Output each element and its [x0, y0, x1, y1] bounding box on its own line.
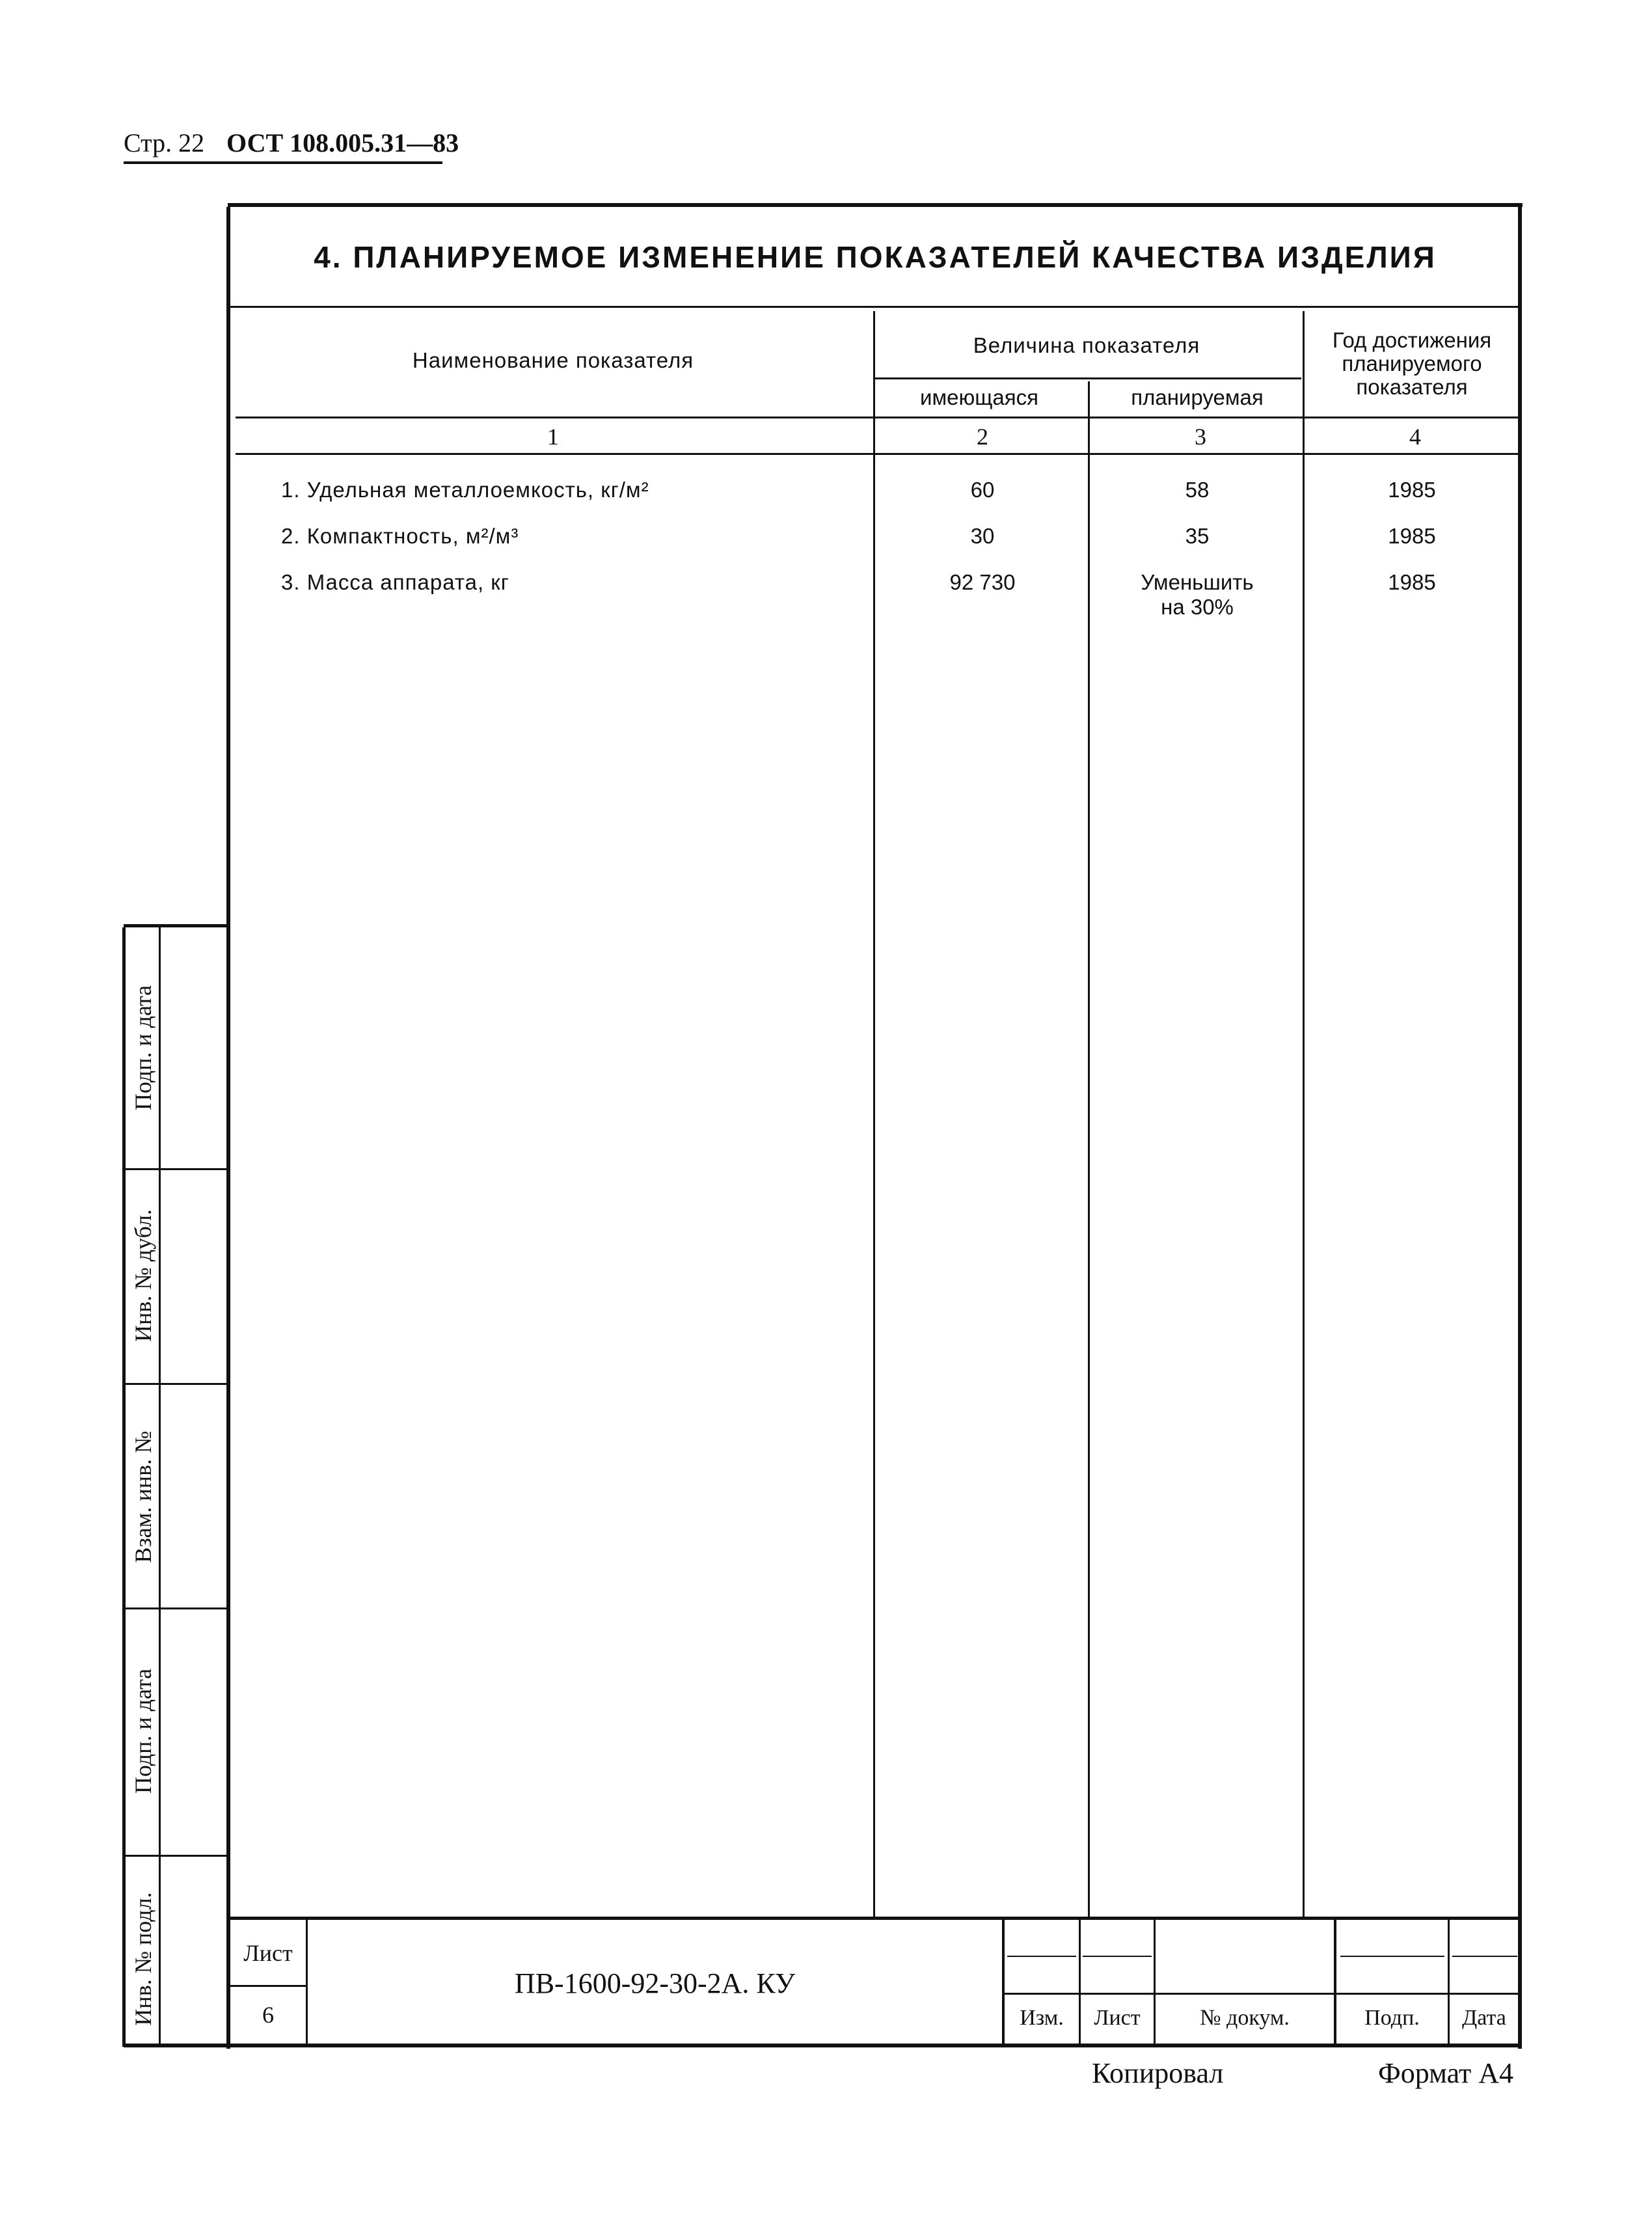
row-year: 1985 — [1388, 524, 1436, 548]
side-stamp-outer-left — [122, 927, 126, 2047]
sheet-label: Лист — [243, 1940, 293, 1966]
row-planned-line2: на 30% — [1161, 595, 1234, 619]
row-year: 1985 — [1388, 570, 1436, 594]
column-label-date: Дата — [1462, 2006, 1506, 2030]
row-name: 3. Масса аппарата, кг — [281, 570, 509, 594]
column-number-3: 3 — [1195, 424, 1206, 450]
title-block-top — [230, 1917, 1520, 1920]
header-year-line1: Год достижения — [1332, 328, 1492, 352]
revision-row-line — [1083, 1956, 1152, 1957]
header-value-group: Величина показателя — [973, 333, 1200, 357]
side-stamp-inner-divider — [159, 927, 161, 2047]
header-planned: планируемая — [1131, 385, 1264, 409]
row-existing: 30 — [970, 524, 995, 548]
title-divider — [230, 306, 1519, 308]
revision-row-line — [1340, 1956, 1444, 1957]
column-number-2: 2 — [977, 424, 988, 450]
row-year: 1985 — [1388, 478, 1436, 502]
row-existing: 60 — [970, 478, 995, 502]
side-stamp-label: Инв. № подл. — [130, 1892, 156, 2026]
column-label-sheet: Лист — [1094, 2006, 1141, 2030]
side-stamp-label: Инв. № дубл. — [130, 1209, 156, 1342]
column-label-change: Изм. — [1020, 2006, 1064, 2030]
side-stamp-label: Взам. инв. № — [130, 1430, 156, 1563]
footer-format: Формат А4 — [1378, 2057, 1514, 2089]
column-divider-1 — [873, 311, 875, 1919]
column-label-signature: Подп. — [1364, 2006, 1420, 2030]
column-numbers-bottom-line — [236, 453, 1519, 455]
header-year-line2: планируемого — [1342, 351, 1482, 376]
section-title: 4. ПЛАНИРУЕМОЕ ИЗМЕНЕНИЕ ПОКАЗАТЕЛЕЙ КАЧЕСТВА ИЗДЕЛИЯ — [314, 240, 1437, 274]
header-year-line3: показателя — [1356, 375, 1468, 399]
frame-left — [226, 207, 230, 2049]
header-underline — [124, 161, 442, 164]
value-group-divider — [875, 377, 1301, 379]
page-label: Стр. 22 — [124, 128, 205, 157]
row-planned: 35 — [1185, 524, 1210, 548]
column-number-1: 1 — [547, 424, 559, 450]
row-name: 1. Удельная металлоемкость, кг/м² — [281, 478, 649, 502]
header-existing: имеющаяся — [920, 385, 1038, 409]
title-block-bottom — [124, 2044, 1521, 2047]
side-stamp-top — [124, 924, 228, 927]
standard-number: ОСТ 108.005.31—83 — [226, 128, 459, 157]
header-name: Наименование показателя — [412, 348, 694, 372]
revision-header-line — [1005, 1993, 1519, 1995]
column-number-4: 4 — [1409, 424, 1421, 450]
document-code: ПВ-1600-92-30-2А. КУ — [514, 1967, 796, 1999]
footer-copied: Копировал — [1092, 2057, 1224, 2089]
side-stamp-label: Подп. и дата — [130, 1668, 156, 1794]
revision-row-line — [1452, 1956, 1517, 1957]
sheet-number: 6 — [262, 2002, 274, 2028]
sheet-cell-divider — [230, 1985, 307, 1987]
column-divider-3 — [1303, 311, 1305, 1919]
row-existing: 92 730 — [949, 570, 1016, 594]
frame-top — [228, 203, 1523, 207]
side-stamp-label: Подп. и дата — [130, 985, 156, 1111]
row-name: 2. Компактность, м²/м³ — [281, 524, 519, 548]
row-planned: Уменьшить — [1141, 570, 1254, 594]
column-label-document: № докум. — [1200, 2006, 1290, 2030]
header-bottom-line — [236, 417, 1519, 418]
revision-row-line — [1007, 1956, 1076, 1957]
row-planned: 58 — [1185, 478, 1210, 502]
